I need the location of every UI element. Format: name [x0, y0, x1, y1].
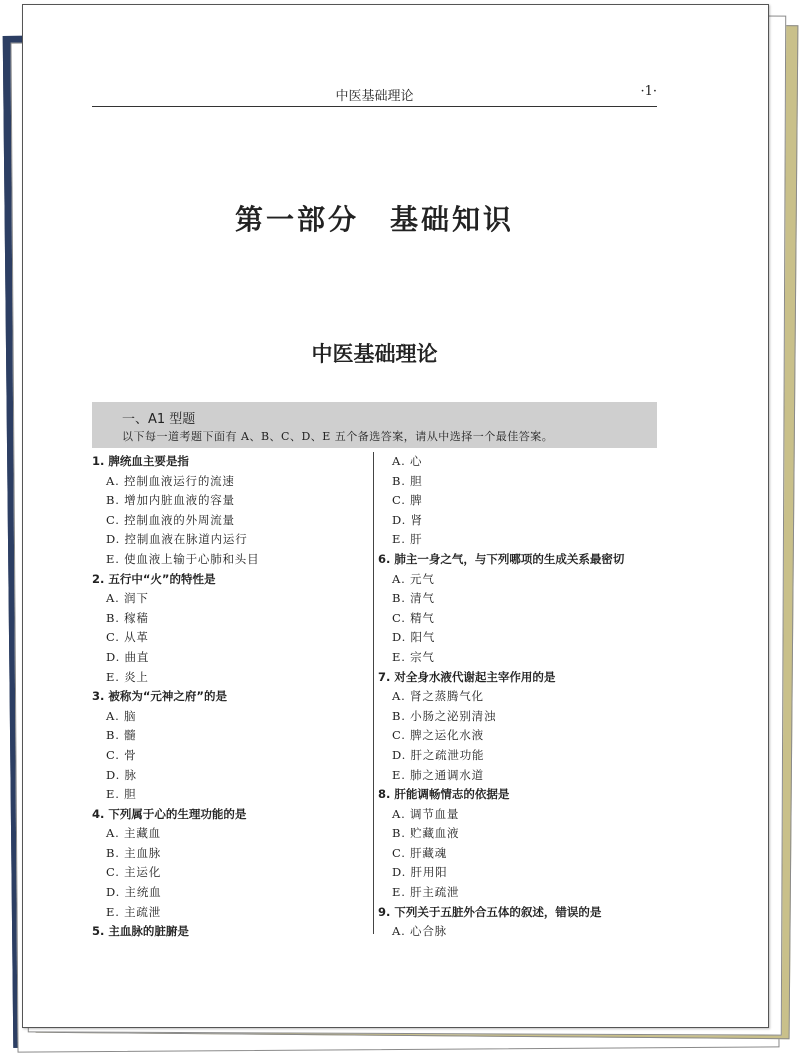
question-stem: 3. 被称为“元神之府”的是 — [92, 689, 227, 704]
answer-option: D. 阳气 — [392, 630, 436, 645]
question-type-box — [92, 402, 657, 448]
question-stem: 2. 五行中“火”的特性是 — [92, 571, 216, 586]
column-divider — [373, 452, 374, 934]
answer-option: C. 骨 — [106, 747, 137, 762]
answer-option: E. 胆 — [106, 787, 137, 802]
answer-option: B. 主血脉 — [106, 845, 162, 860]
answer-option: B. 增加内脏血液的容量 — [106, 493, 235, 508]
part-title: 第一部分 基础知识 — [234, 203, 514, 236]
question-stem: 7. 对全身水液代谢起主宰作用的是 — [378, 669, 556, 684]
answer-option: C. 脾 — [392, 493, 423, 508]
answer-option: E. 肝主疏泄 — [392, 885, 460, 900]
left-column — [92, 452, 367, 942]
answer-option: A. 脑 — [106, 708, 137, 723]
section-title: 中医基础理论 — [311, 342, 438, 366]
answer-option: E. 炎上 — [106, 669, 149, 684]
answer-option: B. 清气 — [392, 591, 435, 606]
question-stem: 4. 下列属于心的生理功能的是 — [92, 806, 247, 821]
answer-option: B. 小肠之泌别清浊 — [392, 708, 497, 723]
answer-option: A. 调节血量 — [392, 806, 460, 821]
answer-option: E. 宗气 — [392, 649, 435, 664]
answer-option: C. 主运化 — [106, 865, 161, 880]
answer-option: A. 心 — [392, 454, 423, 468]
question-stem: 5. 主血脉的脏腑是 — [92, 924, 189, 939]
answer-option: E. 使血液上输于心肺和头目 — [106, 551, 260, 566]
answer-option: B. 髓 — [106, 728, 137, 743]
answer-option: C. 脾之运化水液 — [392, 728, 484, 743]
answer-option: D. 肝之疏泄功能 — [392, 747, 485, 762]
answer-option: B. 贮藏血液 — [392, 826, 460, 841]
answer-option: A. 主藏血 — [106, 826, 161, 841]
answer-option: D. 主统血 — [106, 885, 162, 900]
answer-option: D. 脉 — [106, 767, 137, 782]
answer-option: B. 稼穑 — [106, 610, 149, 625]
answer-option: C. 从革 — [106, 630, 149, 645]
question-stem: 8. 肝能调畅情志的依据是 — [378, 787, 510, 802]
question-stem: 1. 脾统血主要是指 — [92, 454, 189, 468]
answer-option: A. 肾之蒸腾气化 — [392, 689, 484, 704]
answer-option: E. 主疏泄 — [106, 904, 162, 919]
running-header-title: 中医基础理论 — [335, 89, 414, 104]
answer-option: C. 精气 — [392, 610, 435, 625]
right-column — [378, 452, 663, 942]
answer-option: C. 肝藏魂 — [392, 845, 447, 860]
question-stem: 6. 肺主一身之气，与下列哪项的生成关系最密切 — [378, 551, 625, 566]
answer-option: C. 控制血液的外周流量 — [106, 512, 235, 527]
answer-option: D. 肾 — [392, 512, 423, 527]
answer-option: D. 控制血液在脉道内运行 — [106, 532, 248, 547]
answer-option: D. 肝用阳 — [392, 865, 448, 880]
answer-option: E. 肝 — [392, 532, 423, 547]
answer-option: A. 元气 — [392, 571, 435, 586]
answer-option: A. 润下 — [106, 591, 149, 606]
answer-option: B. 胆 — [392, 473, 423, 488]
question-type-label: 一、A1 型题 — [122, 412, 196, 427]
answer-option: A. 控制血液运行的流速 — [106, 473, 235, 488]
running-header — [92, 82, 657, 107]
answer-option: D. 曲直 — [106, 649, 150, 664]
page-number: ·1· — [640, 84, 657, 99]
question-stem: 9. 下列关于五脏外合五体的叙述，错误的是 — [378, 904, 602, 919]
question-type-instructions: 以下每一道考题下面有 A、B、C、D、E 五个备选答案，请从中选择一个最佳答案。 — [122, 430, 554, 443]
answer-option: E. 肺之通调水道 — [392, 767, 484, 782]
answer-option: A. 心合脉 — [392, 924, 447, 939]
